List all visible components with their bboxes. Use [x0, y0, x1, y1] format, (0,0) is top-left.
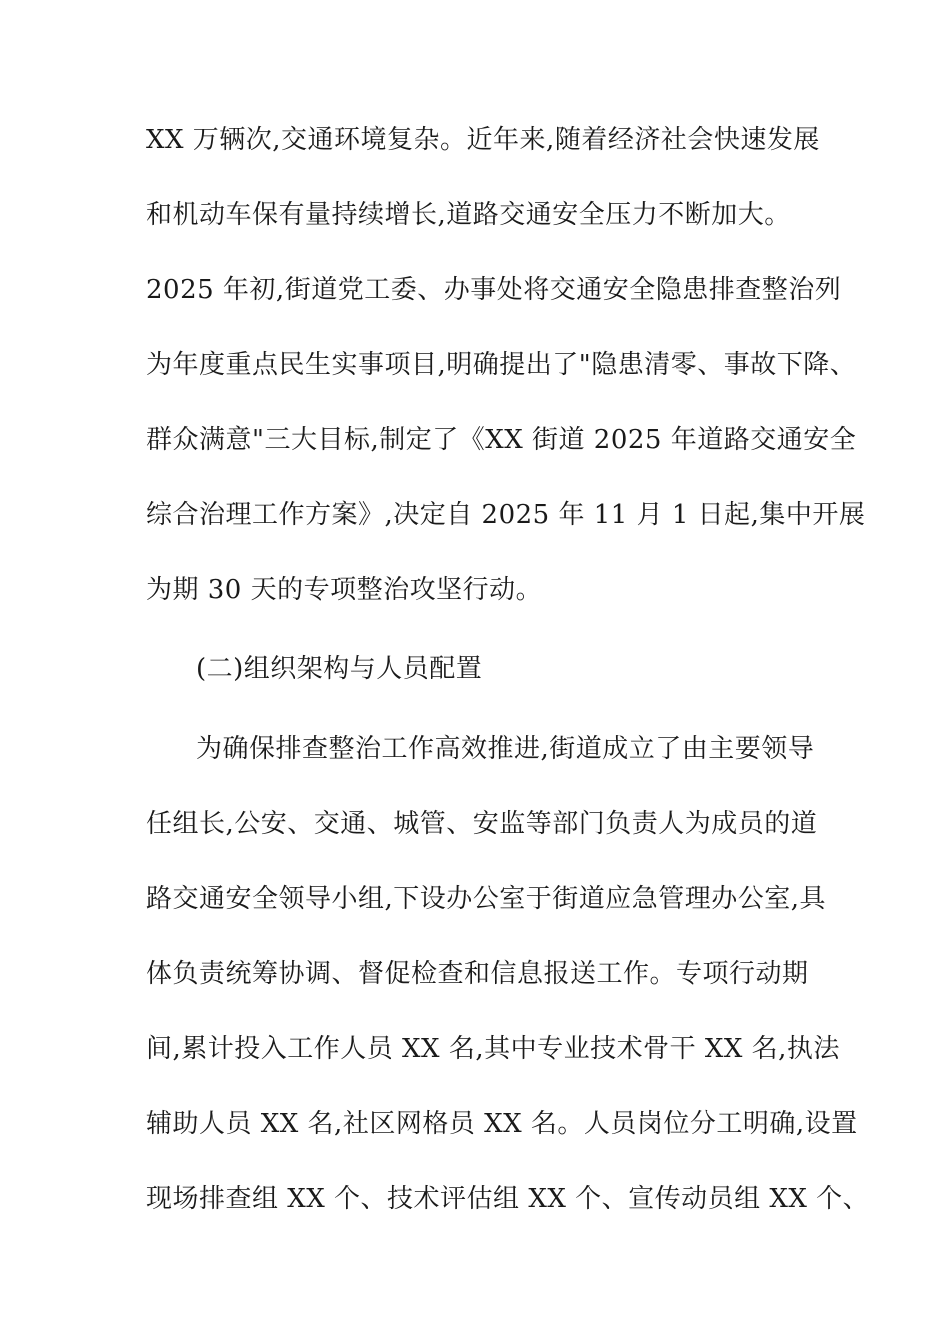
paragraph-line: 辅助人员 XX 名,社区网格员 XX 名。人员岗位分工明确,设置	[146, 1109, 858, 1139]
paragraph-line: XX 万辆次,交通环境复杂。近年来,随着经济社会快速发展	[146, 125, 820, 155]
paragraph-line: 体负责统筹协调、督促检查和信息报送工作。专项行动期	[146, 959, 809, 989]
paragraph-line: 2025 年初,街道党工委、办事处将交通安全隐患排查整治列	[146, 275, 842, 305]
paragraph-line: 综合治理工作方案》,决定自 2025 年 11 月 1 日起,集中开展	[146, 500, 866, 530]
paragraph-line: 为期 30 天的专项整治攻坚行动。	[146, 575, 543, 605]
paragraph-line: 为确保排查整治工作高效推进,街道成立了由主要领导	[196, 734, 815, 764]
paragraph-line: 和机动车保有量持续增长,道路交通安全压力不断加大。	[146, 200, 791, 230]
paragraph-line: 为年度重点民生实事项目,明确提出了"隐患清零、事故下降、	[146, 350, 857, 380]
paragraph-line: 群众满意"三大目标,制定了《XX 街道 2025 年道路交通安全	[146, 425, 857, 455]
section-heading: (二)组织架构与人员配置	[196, 654, 483, 684]
paragraph-line: 间,累计投入工作人员 XX 名,其中专业技术骨干 XX 名,执法	[146, 1034, 840, 1064]
paragraph-line: 现场排查组 XX 个、技术评估组 XX 个、宣传动员组 XX 个、	[146, 1184, 870, 1214]
paragraph-line: 任组长,公安、交通、城管、安监等部门负责人为成员的道	[146, 809, 818, 839]
paragraph-line: 路交通安全领导小组,下设办公室于街道应急管理办公室,具	[146, 884, 827, 914]
